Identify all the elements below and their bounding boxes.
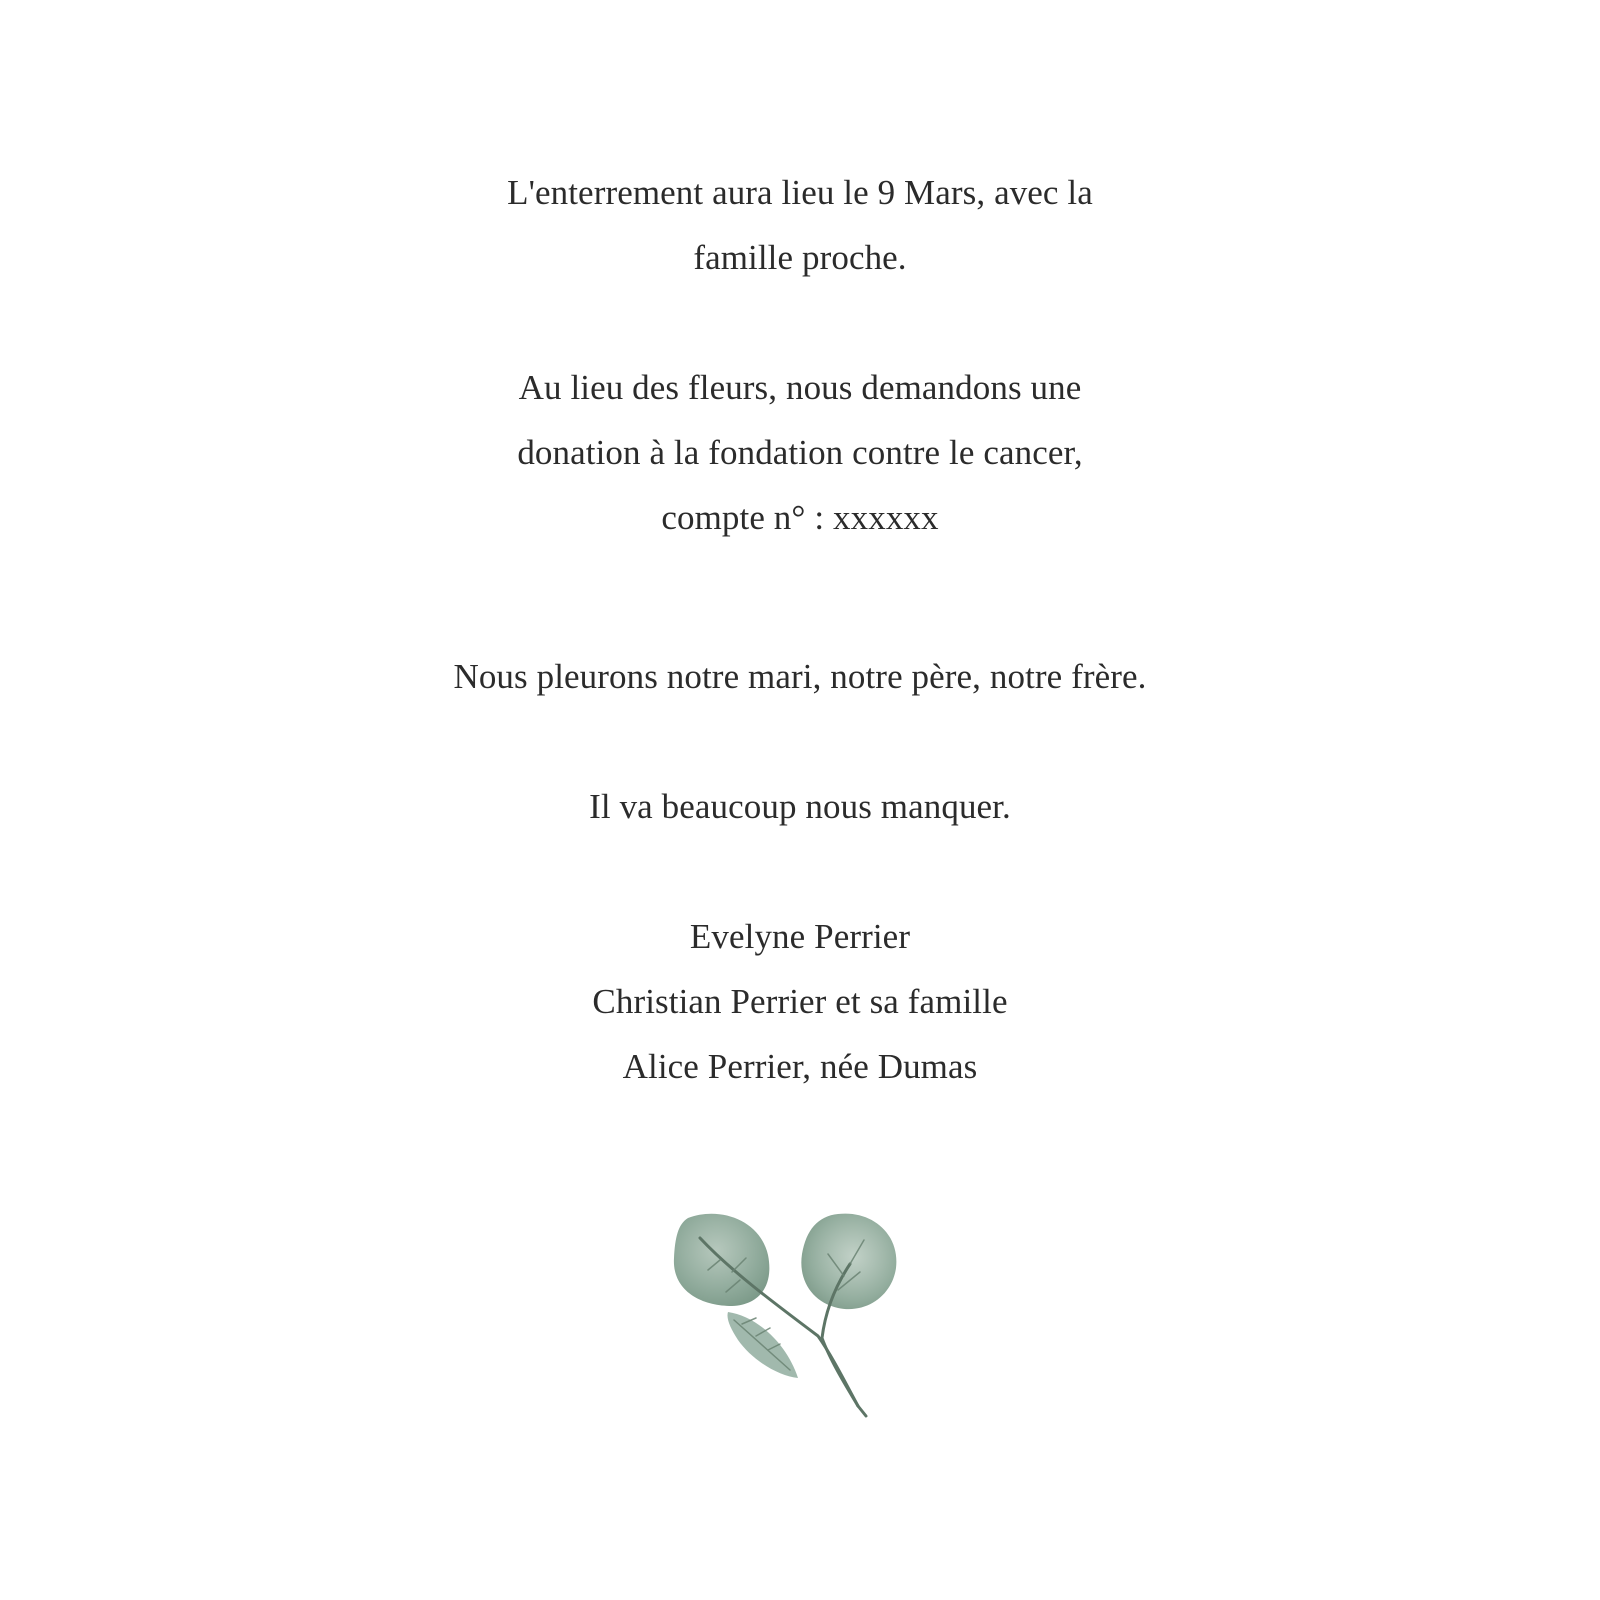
signatory-2: Christian Perrier et sa famille [592,982,1008,1021]
signatory-3: Alice Perrier, née Dumas [622,1047,978,1086]
ceremony-line-2: famille proche. [693,238,907,277]
mourning-line: Nous pleurons notre mari, notre père, notre frère. [453,657,1147,696]
signatory-1: Evelyne Perrier [689,917,911,956]
right-leaf [801,1214,896,1310]
ceremony-line-1: L'enterrement aura lieu le 9 Mars, avec la [507,173,1093,212]
donation-line-1: Au lieu des fleurs, nous demandons une [518,368,1082,407]
missing-line: Il va beaucoup nous manquer. [589,787,1011,826]
donation-line-2: donation à la fondation contre le cancer, [517,433,1083,472]
donation-line-3: compte n° : xxxxxx [661,498,939,537]
eucalyptus-sprig-icon [660,1210,920,1460]
